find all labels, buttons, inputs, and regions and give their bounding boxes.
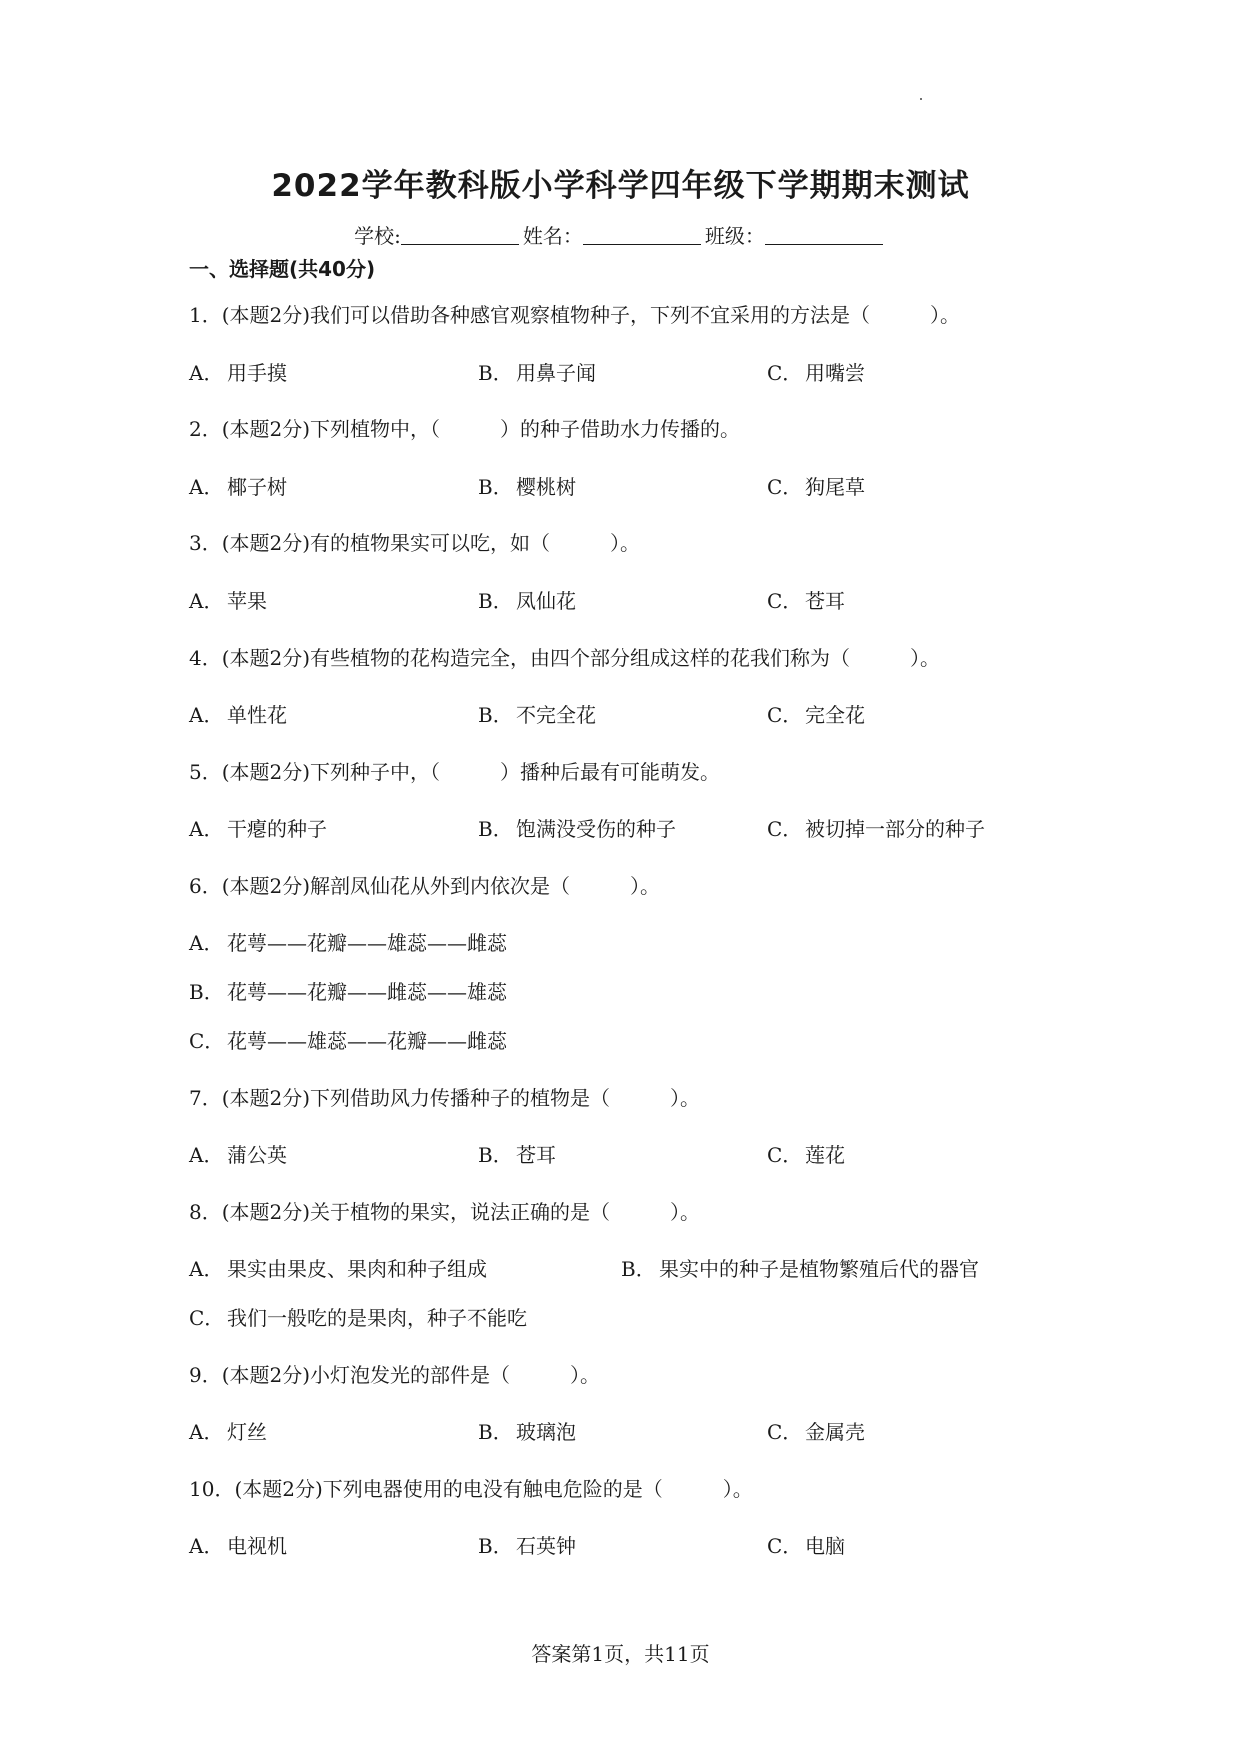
options-row — [189, 1530, 1109, 1556]
option-letter: C． — [767, 589, 803, 613]
option-c[interactable] — [767, 1416, 865, 1445]
option-letter: C． — [767, 1420, 803, 1444]
option-letter: C． — [767, 1534, 803, 1558]
option-b[interactable] — [478, 1139, 556, 1168]
option-c[interactable] — [767, 1139, 845, 1168]
option-c[interactable] — [767, 357, 865, 386]
option-letter: A． — [189, 1534, 224, 1558]
option-text: 莲花 — [805, 1143, 845, 1167]
option-c[interactable] — [767, 1530, 845, 1559]
option-text: 樱桃树 — [516, 475, 576, 499]
option-text: 电视机 — [227, 1534, 287, 1558]
question-stem: 9．(本题2分)小灯泡发光的部件是（ ）。 — [189, 1363, 601, 1387]
option-text: 单性花 — [227, 703, 287, 727]
option-letter: A． — [189, 931, 224, 955]
option-text: 用鼻子闻 — [516, 361, 596, 385]
page-title: 2022学年教科版小学科学四年级下学期期末测试 — [271, 168, 970, 204]
option-text: 被切掉一部分的种子 — [805, 817, 985, 841]
options-row — [189, 471, 1109, 497]
option-text: 干瘪的种子 — [227, 817, 327, 841]
question-stem: 6．(本题2分)解剖凤仙花从外到内依次是（ ）。 — [189, 874, 661, 898]
option-letter: A． — [189, 703, 224, 727]
option-a[interactable] — [189, 813, 327, 842]
option-letter: B． — [478, 589, 513, 613]
option-text: 玻璃泡 — [516, 1420, 576, 1444]
options-row — [189, 357, 1109, 383]
option-text: 金属壳 — [805, 1420, 865, 1444]
option-b[interactable] — [621, 1253, 979, 1282]
option-letter: A． — [189, 1420, 224, 1444]
option-c[interactable] — [767, 813, 985, 842]
option-letter: C． — [767, 1143, 803, 1167]
question-stem: 10．(本题2分)下列电器使用的电没有触电危险的是（ ）。 — [189, 1477, 753, 1501]
option-letter: A． — [189, 1257, 224, 1281]
option-letter: A． — [189, 361, 224, 385]
option-text: 石英钟 — [516, 1534, 576, 1558]
question-stem: 8．(本题2分)关于植物的果实，说法正确的是（ ）。 — [189, 1200, 701, 1224]
option-text: 花萼——花瓣——雄蕊——雌蕊 — [227, 931, 507, 955]
option-b[interactable] — [478, 813, 676, 842]
option-b[interactable] — [478, 1530, 576, 1559]
class-label: 班级： — [704, 224, 765, 248]
option-letter: C． — [767, 817, 803, 841]
option-b[interactable] — [478, 1416, 576, 1445]
question-stem: 7．(本题2分)下列借助风力传播种子的植物是（ ）。 — [189, 1086, 701, 1110]
options-row — [189, 813, 1109, 839]
question-stem: 3．(本题2分)有的植物果实可以吃，如（ ）。 — [189, 531, 641, 555]
option-text: 椰子树 — [227, 475, 287, 499]
option-c[interactable] — [189, 1302, 527, 1331]
option-text: 用嘴尝 — [805, 361, 865, 385]
option-letter: C． — [189, 1306, 225, 1330]
option-b[interactable] — [478, 357, 596, 386]
options-row — [189, 699, 1109, 725]
option-text: 狗尾草 — [805, 475, 865, 499]
class-blank[interactable] — [765, 226, 883, 245]
school-blank[interactable] — [401, 226, 519, 245]
option-a[interactable] — [189, 1530, 287, 1559]
option-letter: A． — [189, 1143, 224, 1167]
option-a[interactable] — [189, 1139, 287, 1168]
option-b[interactable] — [189, 976, 507, 1005]
option-letter: B． — [478, 361, 513, 385]
option-letter: B． — [478, 1420, 513, 1444]
option-text: 苍耳 — [805, 589, 845, 613]
option-text: 苍耳 — [516, 1143, 556, 1167]
options-row — [189, 1253, 1109, 1279]
option-text: 灯丝 — [227, 1420, 267, 1444]
option-text: 花萼——花瓣——雌蕊——雄蕊 — [227, 980, 507, 1004]
option-a[interactable] — [189, 1253, 487, 1282]
option-letter: A． — [189, 817, 224, 841]
options-row — [189, 585, 1109, 611]
option-letter: A． — [189, 475, 224, 499]
option-a[interactable] — [189, 357, 287, 386]
name-label: 姓名： — [522, 224, 583, 248]
option-text: 完全花 — [805, 703, 865, 727]
student-info-line — [0, 220, 1241, 249]
option-text: 果实由果皮、果肉和种子组成 — [227, 1257, 487, 1281]
option-c[interactable] — [767, 471, 865, 500]
question-stem: 1．(本题2分)我们可以借助各种感官观察植物种子，下列不宜采用的方法是（ ）。 — [189, 303, 961, 327]
option-text: 苹果 — [227, 589, 267, 613]
option-a[interactable] — [189, 927, 507, 956]
question-stem: 2．(本题2分)下列植物中，（ ）的种子借助水力传播的。 — [189, 417, 741, 441]
name-blank[interactable] — [583, 226, 701, 245]
option-letter: B． — [189, 980, 224, 1004]
option-letter: C． — [767, 361, 803, 385]
school-label: 学校: — [354, 224, 401, 248]
option-text: 我们一般吃的是果肉，种子不能吃 — [227, 1306, 527, 1330]
option-c[interactable] — [189, 1025, 507, 1054]
option-letter: B． — [478, 703, 513, 727]
option-letter: B． — [478, 1143, 513, 1167]
option-a[interactable] — [189, 585, 267, 614]
option-letter: B． — [478, 1534, 513, 1558]
option-letter: B． — [478, 475, 513, 499]
page-footer: 答案第1页，共11页 — [531, 1642, 710, 1666]
scan-dot — [920, 98, 922, 100]
option-text: 蒲公英 — [227, 1143, 287, 1167]
option-b[interactable] — [478, 699, 596, 728]
option-text: 电脑 — [805, 1534, 845, 1558]
option-letter: B． — [478, 817, 513, 841]
option-letter: B． — [621, 1257, 656, 1281]
option-a[interactable] — [189, 1416, 267, 1445]
option-letter: A． — [189, 589, 224, 613]
option-letter: C． — [189, 1029, 225, 1053]
options-row — [189, 1416, 1109, 1442]
question-stem: 5．(本题2分)下列种子中，（ ）播种后最有可能萌发。 — [189, 760, 721, 784]
option-text: 饱满没受伤的种子 — [516, 817, 676, 841]
option-b[interactable] — [478, 585, 576, 614]
section-heading: 一、选择题(共40分) — [189, 257, 376, 281]
question-stem: 4．(本题2分)有些植物的花构造完全，由四个部分组成这样的花我们称为（ ）。 — [189, 646, 941, 670]
option-a[interactable] — [189, 471, 287, 500]
option-text: 不完全花 — [516, 703, 596, 727]
option-b[interactable] — [478, 471, 576, 500]
option-text: 果实中的种子是植物繁殖后代的器官 — [659, 1257, 979, 1281]
option-letter: C． — [767, 703, 803, 727]
option-c[interactable] — [767, 585, 845, 614]
option-text: 花萼——雄蕊——花瓣——雌蕊 — [227, 1029, 507, 1053]
option-a[interactable] — [189, 699, 287, 728]
options-row — [189, 1139, 1109, 1165]
option-c[interactable] — [767, 699, 865, 728]
option-text: 凤仙花 — [516, 589, 576, 613]
option-text: 用手摸 — [227, 361, 287, 385]
option-letter: C． — [767, 475, 803, 499]
